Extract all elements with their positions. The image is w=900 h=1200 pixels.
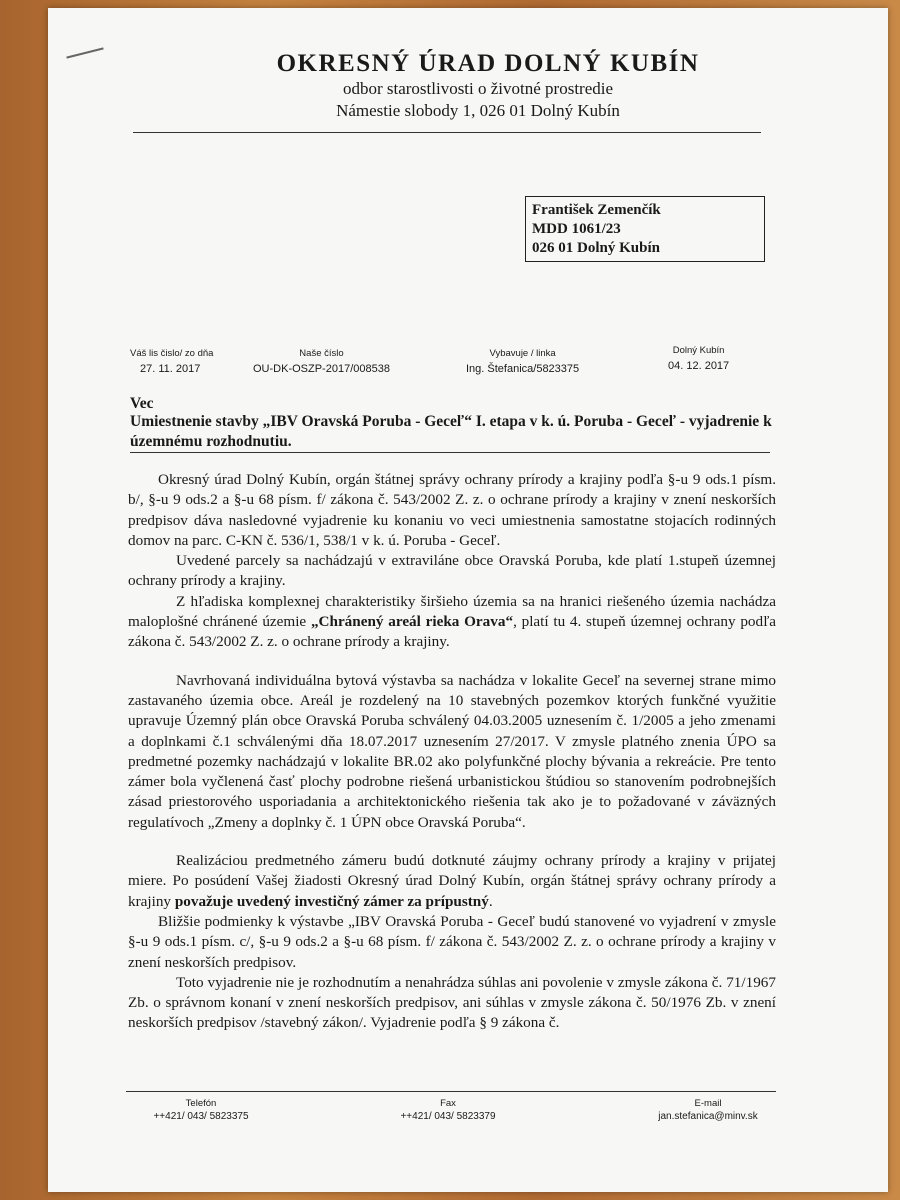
paragraph-3-text-end: , platí tu 4. stupeň územnej ochrany podľa zákona č. 543/2002 Z. z. o ochrane prírody a krajiny. [128, 613, 777, 651]
ref-your-letter [130, 348, 213, 375]
footer-phone [146, 1098, 256, 1122]
subject-text: Umiestnenie stavby „IBV Oravská Poruba - Geceľ“ I. etapa v k. ú. Poruba - Geceľ - vyjadrenie k územnému rozhodnutiu. [130, 413, 772, 450]
paragraph-5-text: Realizáciou predmetného zámeru budú dotknuté záujmy ochrany prírody a krajiny v prijatej miere. Po posúdení Vašej žiadosti Okresný úrad Dolný Kubín, orgán štátnej správy ochrany prírody a krajiny [128, 852, 776, 910]
ref-label: Dolný Kubín [672, 345, 725, 356]
footer-label: Telefón [185, 1098, 217, 1109]
footer-email [648, 1098, 768, 1122]
office-title: OKRESNÝ ÚRAD DOLNÝ KUBÍN [276, 50, 700, 77]
recipient-address-box [525, 196, 765, 262]
department-name: odbor starostlivosti o životné prostredie [342, 79, 614, 98]
ref-value: 04. 12. 2017 [668, 360, 730, 372]
recipient-name: František Zemenčík [532, 202, 661, 218]
paragraph-4: Navrhovaná individuálna bytová výstavba sa nachádza v lokalite Geceľ na severnej strane mimo zastavaného územia obce. Areál je rozdelený na 10 stavebných pozemkov ktorých funkčné využitie upravuje Územný plán obce Oravská Poruba schválený 04.03.2005 uznesením č. 1/2005 a jeho zmenami a doplnkami č.1 schválenými dňa 18.07.2017 uznesením 27/2017. V zmysle platného znenia ÚPO sa predmetné pozemky nachádzajú v lokalite BR.02 ako polyfunkčné plochy bývania a rekreácie. Pre tento zámer bola vyčlenená časť plochy podrobne riešená urbanistickou štúdiou so stanovením podrobnejších zásad priestorového usporiadania a architektonického riešenia tak ako je to požadované v záväzných regulatívoch „Zmeny a doplnky č. 1 ÚPN obce Oravská Poruba“. [128, 671, 776, 831]
protected-area-name: „Chránený areál rieka Orava“ [310, 613, 514, 631]
decision-statement: považuje uvedený investičný zámer za prípustný [174, 892, 489, 910]
ref-value: Ing. Štefanica/5823375 [466, 363, 580, 375]
header-divider [133, 132, 761, 133]
footer-divider [126, 1091, 776, 1092]
document-page [48, 8, 888, 1192]
ref-label: Naše číslo [299, 348, 344, 359]
ref-handled-by [466, 348, 579, 375]
office-address: Námestie slobody 1, 026 01 Dolný Kubín [336, 101, 620, 120]
recipient-street: MDD 1061/23 [532, 221, 621, 237]
paragraph-5 [128, 851, 776, 912]
paragraph-3-text: Z hľadiska komplexnej charakteristiky širšieho územia sa na hranici riešeného územia nachádza maloplošné chránené územie [128, 592, 776, 631]
subject-divider [130, 452, 770, 453]
ref-value: OU-DK-OSZP-2017/008538 [253, 363, 390, 375]
paragraph-7: Toto vyjadrenie nie je rozhodnutím a nenahrádza súhlas ani povolenie v zmysle zákona č. 71/1967 Zb. o správnom konaní v znení neskorších predpisov, ani súhlas v zmysle zákona č. 50/1976 Zb. v znení neskorších predpisov /stavebný zákon/. Vyjadrenie podľa § 9 zákona č. [128, 973, 776, 1032]
footer-value: ++421/ 043/ 5823379 [400, 1111, 496, 1122]
paragraph-1: Okresný úrad Dolný Kubín, orgán štátnej správy ochrany prírody a krajiny podľa §-u 9 ods.1 písm. b/, §-u 9 ods.2 a §-u 68 písm. f/ zákona č. 543/2002 Z. z. o ochrane prírody a krajiny v znení neskorších predpisov dáva nasledovné vyjadrenie ku konaniu vo veci umiestnenia samostatne stojacích rodinných domov na parc. C-KN č. 536/1, 538/1 v k. ú. Poruba - Geceľ. [128, 471, 776, 549]
ref-label: Vybavuje / linka [489, 348, 556, 359]
footer-fax [393, 1098, 503, 1122]
paragraph-2: Uvedené parcely sa nachádzajú v extraviláne obce Oravská Poruba, kde platí 1.stupeň územnej ochrany prírody a krajiny. [128, 552, 776, 590]
subject-label: Vec [130, 395, 154, 412]
footer-label: E-mail [694, 1098, 722, 1109]
recipient-city: 026 01 Dolný Kubín [532, 240, 660, 256]
paragraph-6: Bližšie podmienky k výstavbe „IBV Oravská Poruba - Geceľ budú stanovené vo vyjadrení v zmysle §-u 9 ods.1 písm. c/, §-u 9 ods.2 a §-u 68 písm. f/ zákona č. 543/2002 Z. z. o ochrane prírody a krajiny v znení neskorších predpisov. [128, 912, 776, 971]
footer-value: ++421/ 043/ 5823375 [153, 1111, 249, 1122]
letter-body [128, 470, 776, 1034]
ref-label: Váš lis čislo/ zo dňa [130, 348, 214, 359]
ref-our-number [253, 348, 390, 375]
footer-label: Fax [440, 1098, 456, 1109]
footer-value: jan.stefanica@minv.sk [658, 1111, 758, 1122]
ref-value: 27. 11. 2017 [140, 363, 201, 375]
ref-place-date [668, 345, 729, 372]
paragraph-3 [128, 592, 776, 653]
paragraph-5-end: . [488, 892, 493, 910]
letterhead [48, 50, 888, 122]
